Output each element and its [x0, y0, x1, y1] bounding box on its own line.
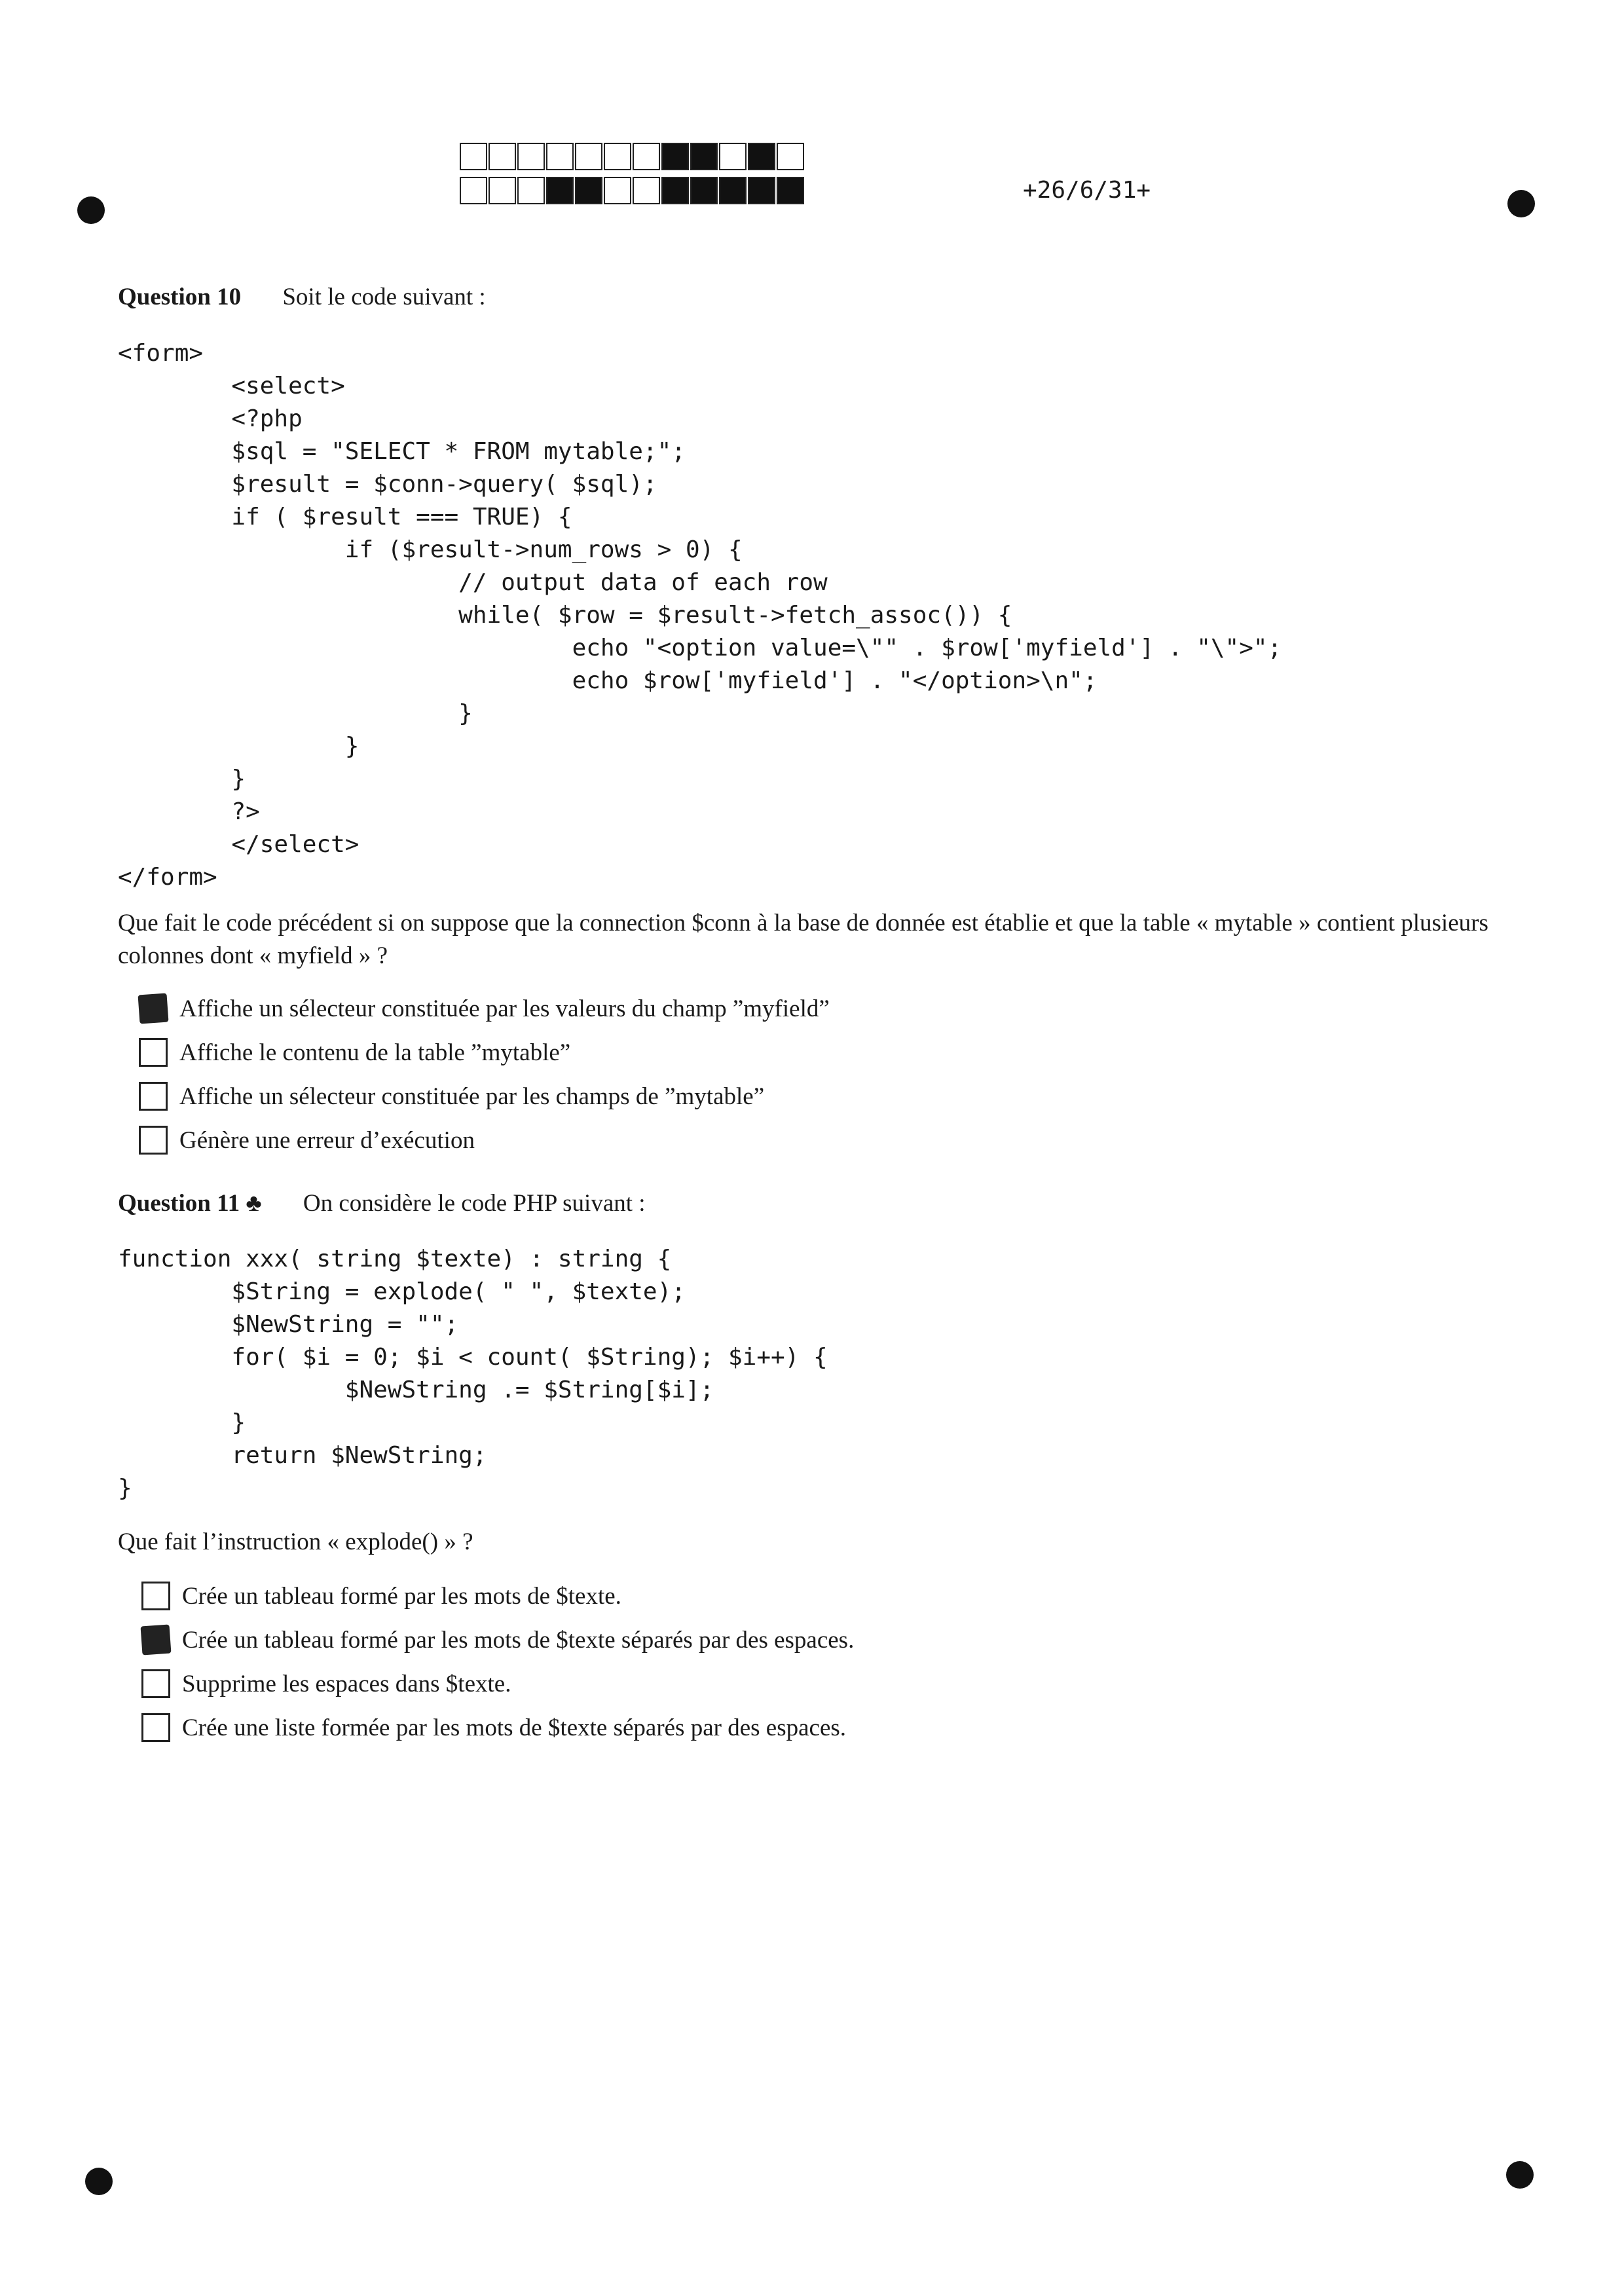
q11-answer-3[interactable]	[141, 1669, 511, 1698]
corner-mark-top-right	[1507, 190, 1535, 217]
barcode-cell	[489, 177, 516, 204]
barcode-cell	[546, 143, 574, 170]
answer-label: Crée une liste formée par les mots de $texte séparés par des espaces.	[182, 1714, 847, 1741]
barcode-cell	[517, 177, 545, 204]
question-10-code: <form> <select> <?php $sql = "SELECT * FROM mytable;"; $result = $conn->query( $sql); if ( $result === TRUE) { if ($result->num_rows > 0) { // output data of each row while( $row = $result->fetch_assoc()) { echo "<option value=\"" . $row['myfield'] . "\">"; echo $row['myfield'] . "</option>\n"; } } } ?> </select> </form>	[118, 340, 1282, 891]
answer-label: Affiche un sélecteur constituée par les champs de ”mytable”	[179, 1083, 765, 1110]
corner-mark-bottom-left	[85, 2168, 113, 2195]
checkbox[interactable]	[138, 993, 169, 1024]
checkbox[interactable]	[139, 1038, 168, 1067]
answer-label: Affiche un sélecteur constituée par les valeurs du champ ”myfield”	[179, 995, 830, 1022]
question-11-intro: On considère le code PHP suivant :	[303, 1190, 646, 1217]
corner-mark-top-left	[77, 196, 105, 224]
checkbox[interactable]	[139, 1126, 168, 1155]
barcode-cell	[517, 143, 545, 170]
barcode-row-1	[460, 143, 805, 170]
question-11-header	[118, 1189, 646, 1217]
barcode-cell	[460, 143, 487, 170]
checkbox[interactable]	[141, 1625, 172, 1656]
barcode-cell	[546, 177, 574, 204]
answer-label: Crée un tableau formé par les mots de $texte.	[182, 1582, 621, 1610]
barcode-cell	[489, 143, 516, 170]
barcode-cell	[633, 143, 660, 170]
barcode-cell	[661, 143, 689, 170]
barcode-cell	[575, 177, 602, 204]
answer-label: Affiche le contenu de la table ”mytable”	[179, 1039, 571, 1066]
answer-label: Génère une erreur d’exécution	[179, 1126, 475, 1154]
barcode-cell	[777, 143, 804, 170]
barcode-cell	[748, 177, 775, 204]
barcode-cell	[719, 143, 747, 170]
q11-answer-2[interactable]	[141, 1625, 854, 1654]
q11-answer-1[interactable]	[141, 1582, 621, 1610]
q10-answer-1[interactable]	[139, 994, 830, 1023]
question-11-text: Que fait l’instruction « explode() » ?	[118, 1528, 473, 1555]
question-11-label: Question 11 ♣	[118, 1190, 262, 1217]
answer-label: Crée un tableau formé par les mots de $texte séparés par des espaces.	[182, 1626, 855, 1654]
question-10-intro: Soit le code suivant :	[282, 284, 486, 310]
q10-answer-2[interactable]	[139, 1038, 570, 1067]
q10-answer-3[interactable]	[139, 1082, 764, 1111]
checkbox[interactable]	[141, 1713, 170, 1742]
barcode-cell	[604, 143, 631, 170]
q10-answer-4[interactable]	[139, 1126, 475, 1155]
corner-mark-bottom-right	[1506, 2161, 1534, 2189]
barcode-cell	[777, 177, 804, 204]
page-id: +26/6/31+	[1023, 177, 1151, 204]
checkbox[interactable]	[141, 1669, 170, 1698]
page-barcode	[460, 143, 805, 211]
barcode-cell	[719, 177, 747, 204]
checkbox[interactable]	[141, 1582, 170, 1610]
barcode-row-2	[460, 177, 805, 204]
barcode-cell	[690, 143, 718, 170]
q11-answer-4[interactable]	[141, 1713, 846, 1742]
barcode-cell	[661, 177, 689, 204]
barcode-cell	[690, 177, 718, 204]
question-11-code: function xxx( string $texte) : string { $String = explode( " ", $texte); $NewString = ""; for( $i = 0; $i < count( $String); $i++) { $NewString .= $String[$i]; } return $NewString; }	[118, 1246, 828, 1502]
barcode-cell	[575, 143, 602, 170]
barcode-cell	[633, 177, 660, 204]
checkbox[interactable]	[139, 1082, 168, 1111]
question-10-label: Question 10	[118, 284, 242, 310]
question-10-header	[118, 283, 486, 311]
barcode-cell	[604, 177, 631, 204]
answer-label: Supprime les espaces dans $texte.	[182, 1670, 511, 1697]
barcode-cell	[460, 177, 487, 204]
question-10-text: Que fait le code précédent si on suppose que la connection $conn à la base de donnée est établie et que la table « mytable » contient plusieurs colonnes dont « myfield » ?	[118, 910, 1488, 969]
barcode-cell	[748, 143, 775, 170]
